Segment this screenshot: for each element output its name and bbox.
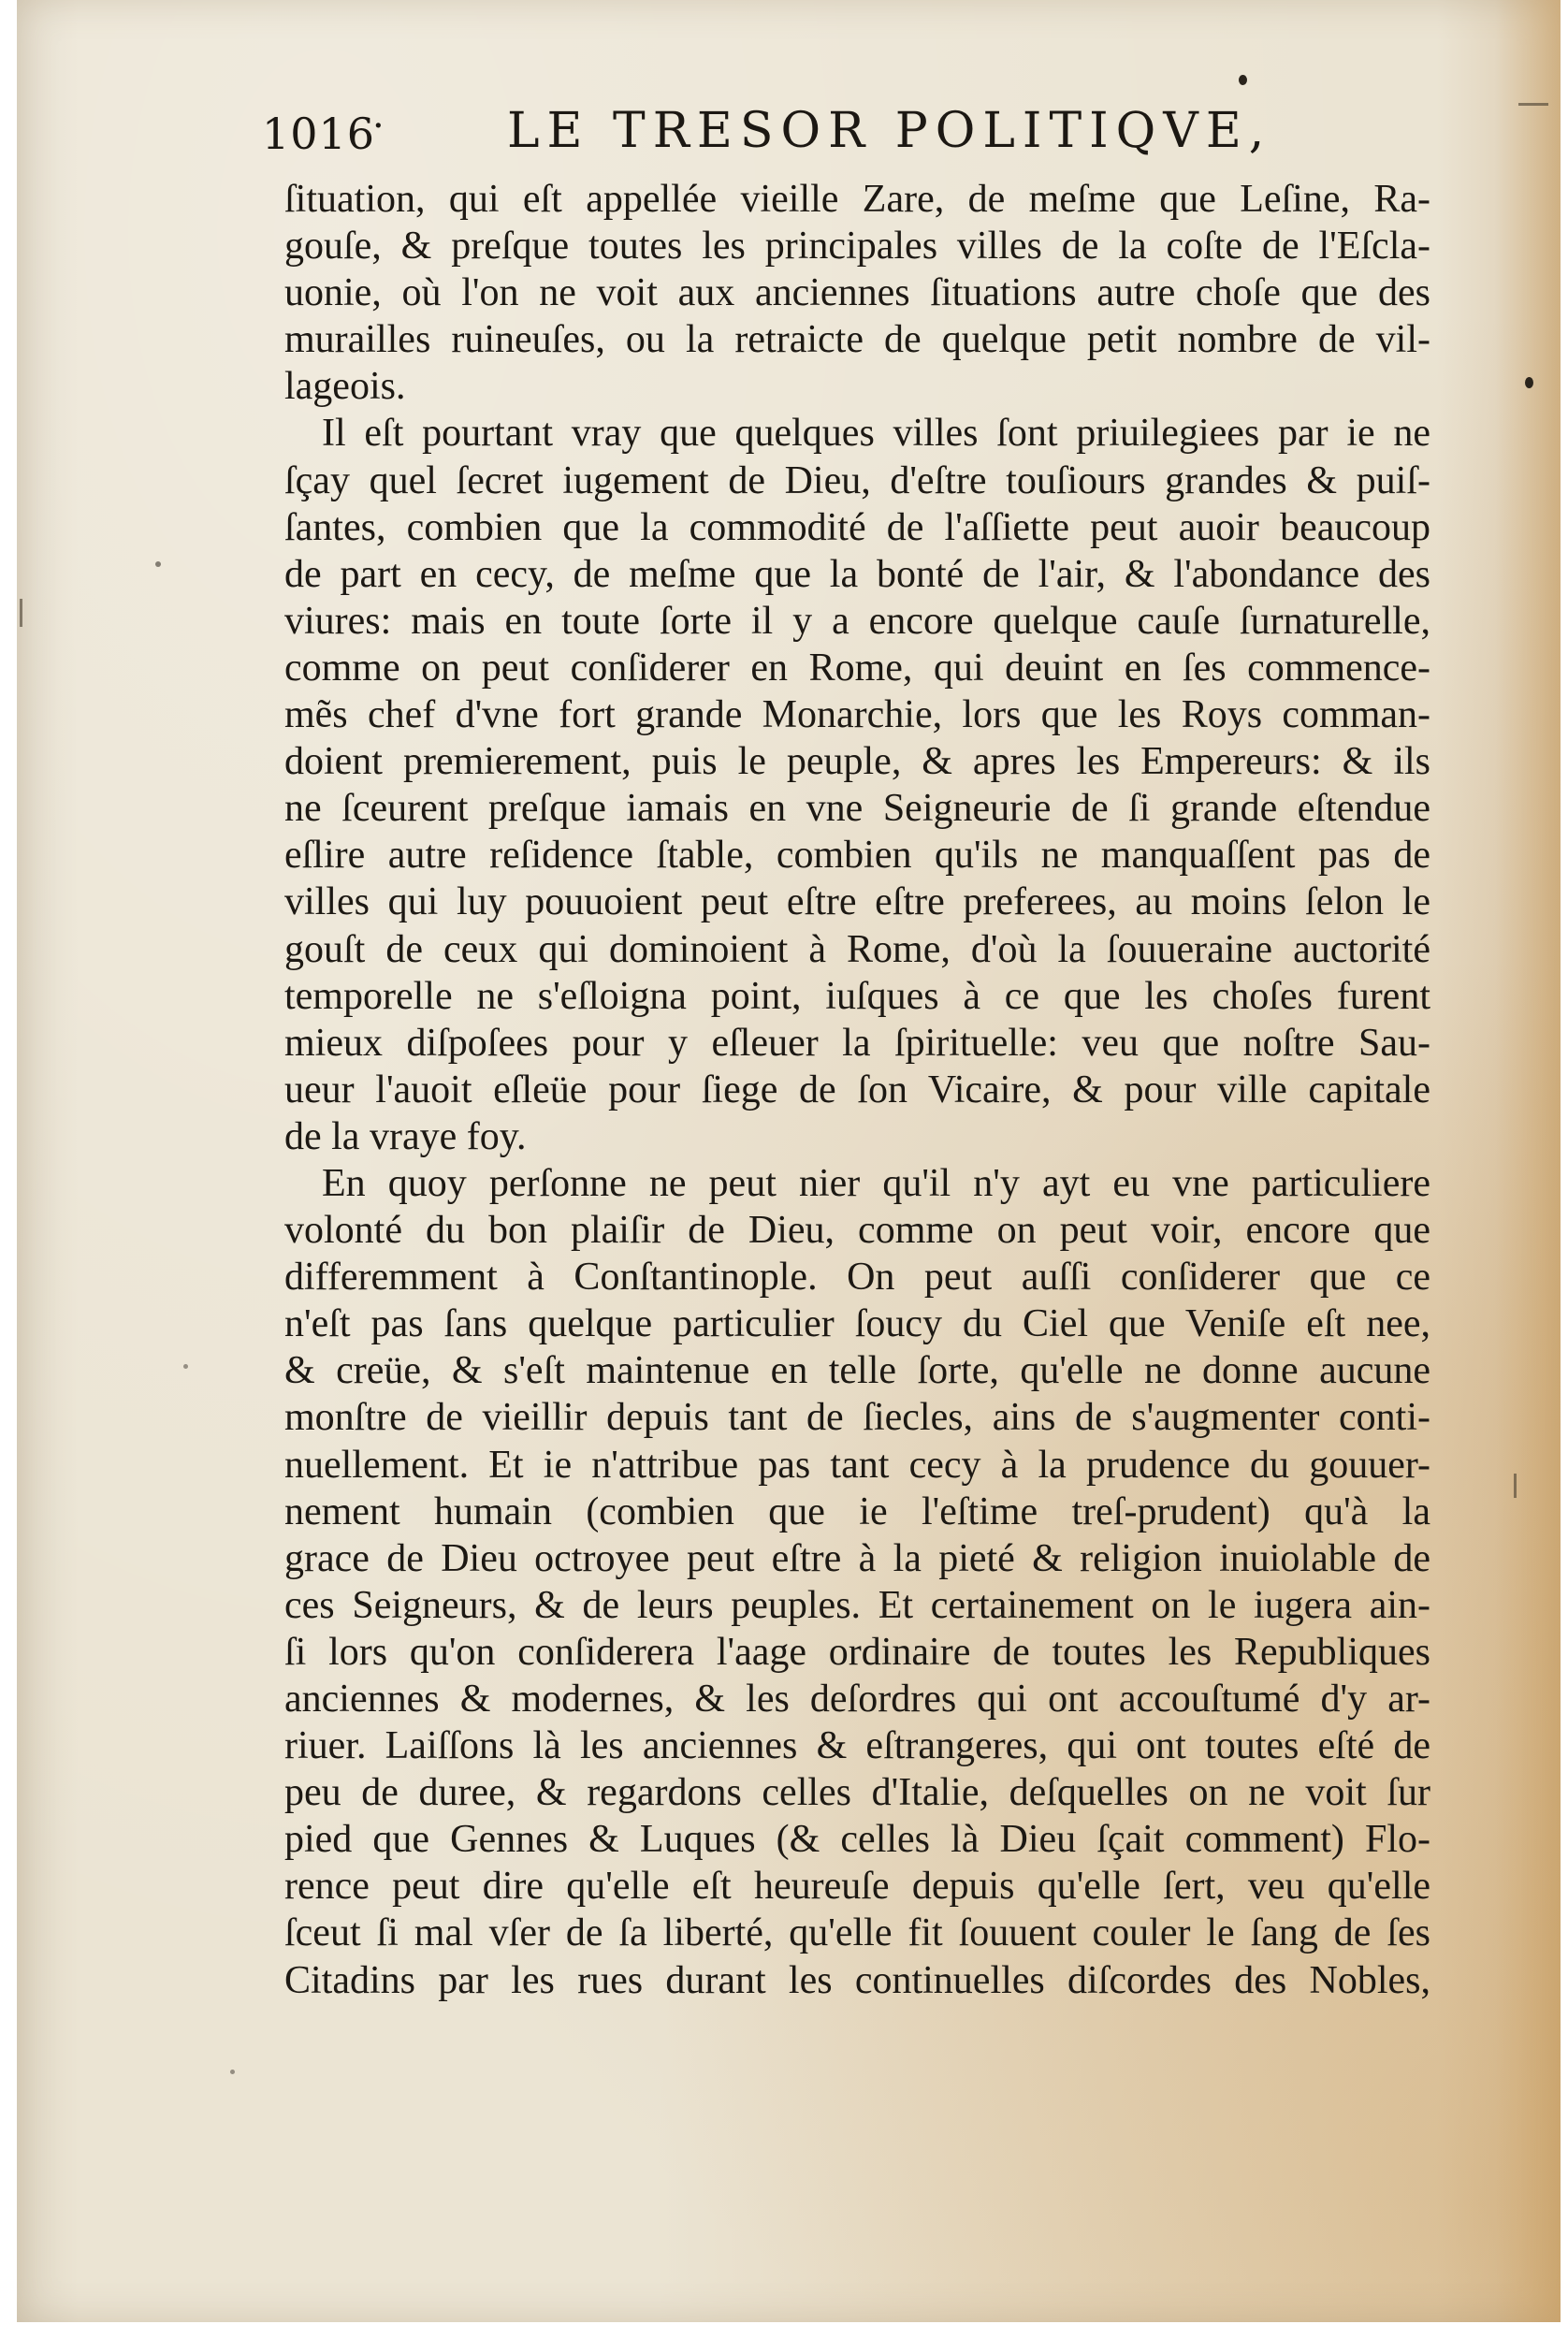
text-line: ſituation, qui eſt appellée vieille Zare, de meſme que Leſine, Ra- <box>284 178 1430 221</box>
page-header <box>262 103 1291 168</box>
text-line: ſantes, combien que la commodité de l'aſſiette peut auoir beaucoup <box>284 505 1430 549</box>
text-line: grace de Dieu octroyee peut eſtre à la pieté & religion inuiolable de <box>284 1536 1430 1580</box>
running-title: LE TRESOR POLITIQVE, <box>507 103 1272 159</box>
margin-mark <box>1514 1474 1517 1498</box>
text-line: viures: mais en toute ſorte il y a encore quelque cauſe ſurnaturelle, <box>284 599 1430 643</box>
ink-speck <box>155 561 161 567</box>
margin-mark <box>20 599 22 627</box>
text-line: ces Seigneurs, & de leurs peuples. Et certainement on le iugera ain- <box>284 1583 1430 1627</box>
text-line: gouſt de ceux qui dominoient à Rome, d'où la ſouueraine auctorité <box>284 927 1430 971</box>
text-line: mẽs chef d'vne fort grande Monarchie, lors que les Roys comman- <box>284 693 1430 737</box>
text-line: n'eſt pas ſans quelque particulier ſoucy du Ciel que Veniſe eſt nee, <box>284 1302 1430 1346</box>
text-line: ſceut ſi mal vſer de ſa liberté, qu'elle fit ſouuent couler le ſang de ſes <box>284 1911 1430 1955</box>
text-line: mieux diſpoſees pour y eſleuer la ſpirituelle: veu que noſtre Sau- <box>284 1021 1430 1065</box>
text-line: differemment à Conſtantinople. On peut auſſi conſiderer que ce <box>284 1256 1430 1300</box>
body-text <box>284 176 1430 2004</box>
text-line: anciennes & modernes, & les deſordres qui ont accouſtumé d'y ar- <box>284 1678 1430 1721</box>
text-line: En quoy perſonne ne peut nier qu'il n'y ayt eu vne particuliere <box>322 1161 1430 1205</box>
page-edge-shadow <box>1495 0 1561 2322</box>
text-line: doient premierement, puis le peuple, & apres les Empereurs: & ils <box>284 740 1430 784</box>
text-line: temporelle ne s'eſloigna point, iuſques à ce que les choſes furent <box>284 974 1430 1018</box>
text-line: comme on peut conſiderer en Rome, qui deuint en ſes commence- <box>284 646 1430 690</box>
text-line: riuer. Laiſſons là les anciennes & eſtrangeres, qui ont toutes eſté de <box>284 1724 1430 1768</box>
text-line: ſi lors qu'on conſiderera l'aage ordinaire de toutes les Republiques <box>284 1630 1430 1674</box>
header-separator: · <box>372 105 385 148</box>
text-line: peu de duree, & regardons celles d'Italie, deſquelles on ne voit ſur <box>284 1771 1430 1815</box>
text-line: ueur l'auoit eſleüe pour ſiege de ſon Vicaire, & pour ville capitale <box>284 1068 1430 1111</box>
text-line: ſçay quel ſecret iugement de Dieu, d'eſtre touſiours grandes & puiſ- <box>284 458 1430 502</box>
ink-speck <box>1525 377 1533 388</box>
text-line: ne ſceurent preſque iamais en vne Seigneurie de ſi grande eſtendue <box>284 787 1430 831</box>
text-line: Citadins par les rues durant les continuelles diſcordes des Nobles, <box>284 1958 1430 2002</box>
book-page <box>17 0 1561 2322</box>
text-line: uonie, où l'on ne voit aux anciennes ſituations autre choſe que des <box>284 271 1430 315</box>
text-line: monſtre de vieillir depuis tant de ſiecles, ains de s'augmenter conti- <box>284 1396 1430 1440</box>
text-line: nement humain (combien que ie l'eſtime treſ-prudent) qu'à la <box>284 1489 1430 1533</box>
text-line: eſlire autre reſidence ſtable, combien qu'ils ne manquaſſent pas de <box>284 834 1430 878</box>
ink-speck <box>183 1364 188 1369</box>
ink-speck <box>230 2070 235 2074</box>
text-line: villes qui luy pouuoient peut eſtre eſtre preferees, au moins ſelon le <box>284 880 1430 924</box>
page-number: 1016 <box>262 109 376 159</box>
margin-mark <box>1518 103 1548 106</box>
text-line: de part en cecy, de meſme que la bonté de l'air, & l'abondance des <box>284 552 1430 596</box>
text-line: Il eſt pourtant vray que quelques villes ſont priuilegiees par ie ne <box>322 412 1430 456</box>
text-line: gouſe, & preſque toutes les principales villes de la coſte de l'Eſcla- <box>284 225 1430 269</box>
text-line: murailles ruineuſes, ou la retraicte de quelque petit nombre de vil- <box>284 318 1430 362</box>
text-line: volonté du bon plaiſir de Dieu, comme on peut voir, encore que <box>284 1209 1430 1253</box>
text-line: pied que Gennes & Luques (& celles là Dieu ſçait comment) Flo- <box>284 1818 1430 1862</box>
text-line: nuellement. Et ie n'attribue pas tant cecy à la prudence du gouuer- <box>284 1443 1430 1487</box>
text-line: & creüe, & s'eſt maintenue en telle ſorte, qu'elle ne donne aucune <box>284 1349 1430 1393</box>
ink-speck <box>1239 75 1247 85</box>
text-line: rence peut dire qu'elle eſt heureuſe depuis qu'elle ſert, veu qu'elle <box>284 1865 1430 1909</box>
text-line: de la vraye foy. <box>284 1114 527 1158</box>
text-line: lageois. <box>284 365 406 409</box>
